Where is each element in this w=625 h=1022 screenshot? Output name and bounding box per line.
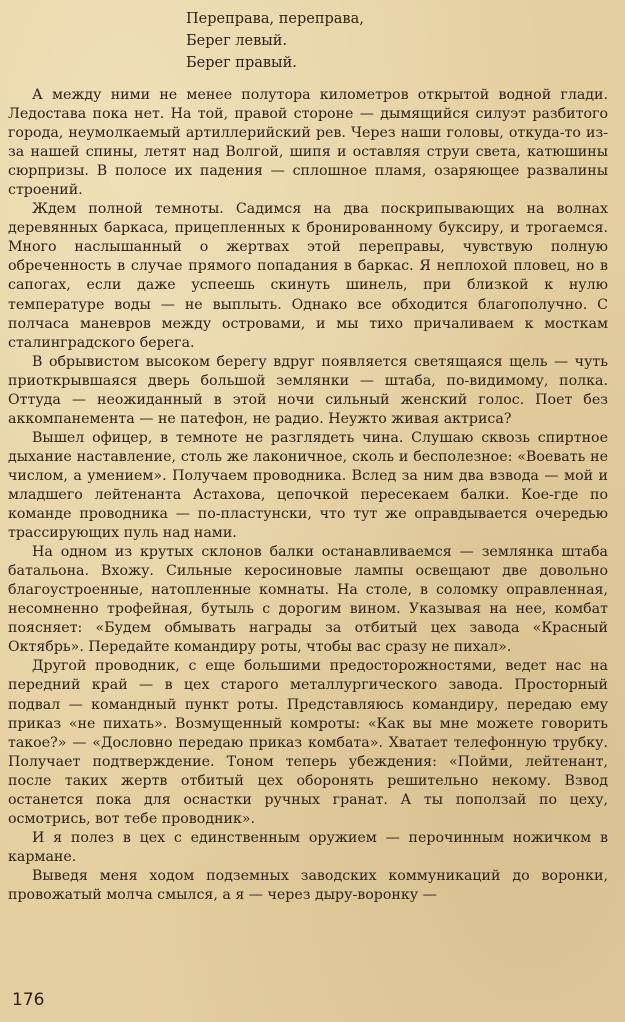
paragraph: А между ними не менее полутора километров открытой водной глади. Ледостава пока нет. На той, правой стороне — дымящийся силуэт разбитого города, неумолкаемый артиллерийский рев. Через наши головы, откуда-то из-за нашей спины, летят над Волгой, шипя и оставляя струи света, катюшины сюрпризы. В полосе их падения — сплошное пламя, озаряющее развалины строений. (8, 87, 608, 199)
epigraph-line: Берег правый. (186, 55, 297, 71)
paragraph: Другой проводник, с еще большими предосторожностями, ведет нас на передний край — в цех старого металлургического завода. Просторный подвал — командный пункт роты. Представляюсь командиру, передаю ему приказ «не пихать». Возмущенный комроты: «Как вы мне можете говорить такое?» — «Дословно передаю приказ комбата». Хватает телефонную трубку. Получает подтверждение. Тоном теперь убеждения: «Пойми, лейтенант, после таких жертв отбитый цех оборонять решительно некому. Взвод останется пока для оснастки ручных гранат. А ты поползай по цеху, осмотрись, вот тебе проводник». (8, 658, 608, 827)
epigraph (186, 8, 364, 74)
body-text (8, 86, 608, 905)
epigraph-line: Берег левый. (186, 33, 288, 49)
paragraph: В обрывистом высоком берегу вдруг появляется светящаяся щель — чуть приоткрывшаяся дверь большой землянки — штаба, по-видимому, полка. Оттуда — неожиданный в этой ночи сильный женский голос. Поет без аккомпанемента — не патефон, не радио. Неужто живая актриса? (8, 353, 608, 427)
paragraph: На одном из крутых склонов балки останавливаемся — землянка штаба батальона. Вхожу. Сильные керосиновые лампы освещают две довольно благоустроенные, натопленные комнаты. На столе, в соломку оправленная, несомненно трофейная, бутыль с дорогим вином. Указывая на нее, комбат поясняет: «Будем обмывать награды за отбитый цех завода «Красный Октябрь». Передайте командиру роты, чтобы вас сразу не пихал». (8, 544, 608, 656)
paragraph: Выведя меня ходом подземных заводских коммуникаций до воронки, провожатый молча смылся, а я — через дыру-воронку — (8, 867, 608, 903)
paragraph: Вышел офицер, в темноте не разглядеть чина. Слушаю сквозь спиртное дыхание наставление, столь же лаконичное, сколь и бесполезное: «Воевать не числом, а умением». Получаем проводника. Вслед за ним два взвода — мой и младшего лейтенанта Астахова, цепочкой пересекаем балки. Кое-где по команде проводника — по-пластунски, что тут же оправдывается очередью трассирующих пуль над нами. (8, 429, 608, 542)
epigraph-line: Переправа, переправа, (186, 11, 364, 27)
paragraph: Ждем полной темноты. Садимся на два поскрипывающих на волнах деревянных баркаса, прицепленных к бронированному буксиру, и трогаемся. Много наслышанный о жертвах этой переправы, чувствую полную обреченность в случае прямого попадания в баркас. Я неплохой пловец, но в сапогах, если даже успеешь скинуть шинель, при близкой к нулю температуре воды — не выплыть. Однако все обходится благополучно. С полчаса маневров между островами, и мы тихо причаливаем к мосткам сталинградского берега. (8, 201, 608, 351)
paragraph: И я полез в цех с единственным оружием — перочинным ножичком в кармане. (8, 829, 608, 865)
page-number: 176 (12, 990, 45, 1010)
